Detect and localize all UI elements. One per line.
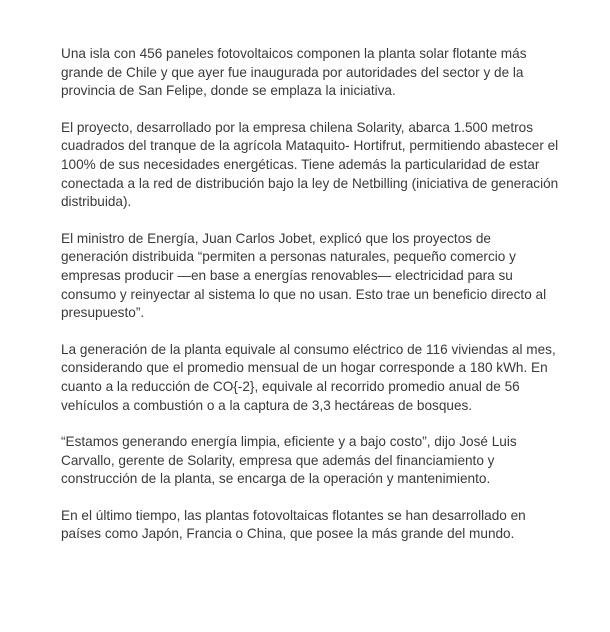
paragraph-3: El ministro de Energía, Juan Carlos Jobet, explicó que los proyectos de generación distribuida “permiten a personas naturales, pequeño comercio y empresas producir —en base a energías renovables— electricidad para su consumo y reinyectar al sistema lo que no usan. Esto trae un beneficio directo al presupuesto”. — [61, 230, 547, 321]
paragraph-5: “Estamos generando energía limpia, eficiente y a bajo costo”, dijo José Luis Carvallo, gerente de Solarity, empresa que además del financiamiento y construcción de la planta, se encarga de la operación y mantenimiento. — [61, 434, 517, 487]
paragraph-1: Una isla con 456 paneles fotovoltaicos componen la planta solar flotante más grande de Chile y que ayer fue inaugurada por autoridades del sector y de la provincia de San Felipe, donde se emplaza la iniciativa. — [61, 46, 527, 99]
paragraph-6: En el último tiempo, las plantas fotovoltaicas flotantes se han desarrollado en países como Japón, Francia o China, que posee la más grande del mundo. — [61, 507, 526, 542]
paragraph-4: La generación de la planta equivale al consumo eléctrico de 116 viviendas al mes, considerando que el promedio mensual de un hogar corresponde a 180 kWh. En cuanto a la reducción de CO{-2}, equivale al recorrido promedio anual de 56 vehículos a combustión o a la captura de 3,3 hectáreas de bosques. — [61, 341, 556, 413]
article-body — [61, 45, 561, 562]
paragraph-2: El proyecto, desarrollado por la empresa chilena Solarity, abarca 1.500 metros cuadrados del tranque de la agrícola Mataquito- Hortifrut, permitiendo abastecer el 100% de sus necesidades energéticas. Tiene además la particularidad de estar conectada a la red de distribución bajo la ley de Netbilling (iniciativa de generación distribuida). — [61, 119, 559, 210]
